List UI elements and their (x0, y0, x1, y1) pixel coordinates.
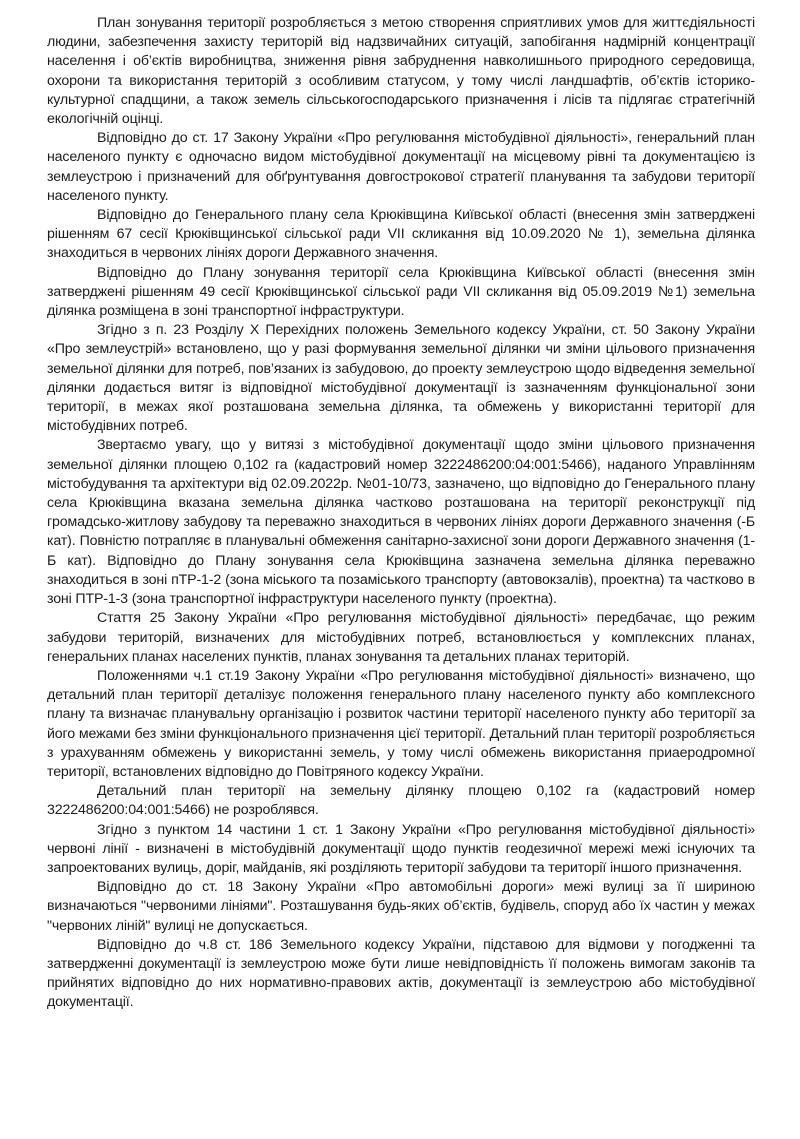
paragraph-land-code-article-186: Відповідно до ч.8 ст. 186 Земельного кодексу України, підставою для відмови у погодженні та затвердженні документації із землеустрою може бути лише невідповідність її положень вимогам законів та прийнятих відповідно до них нормативно-правових актів, документації із землеустрою або містобудівної документації. (47, 936, 755, 1011)
paragraph-general-plan-village: Відповідно до Генерального плану села Крюківщина Київської області (внесення змін затверджені рішенням 67 сесії Крюківщинської сільської ради VII скликання від 10.09.2020 № 1), земельна ділянка знаходиться в червоних лініях дороги Державного значення. (47, 207, 755, 262)
paragraph-red-lines-definition: Згідно з пунктом 14 частини 1 ст. 1 Закону України «Про регулювання містобудівної діяльності» червоні лінії - визначені в містобудівній документації щодо пунктів геодезичної мережі межі існуючих та запроектованих вулиць, доріг, майданів, які розділяють території забудови та території іншого призначення. (47, 821, 755, 876)
paragraph-detailed-plan-absent: Детальний план території на земельну ділянку площею 0,102 га (кадастровий номер 3222486200:04:001:5466) не розроблявся. (47, 783, 755, 819)
paragraph-land-code-item-23: Згідно з п. 23 Розділу Х Перехідних положень Земельного кодексу України, ст. 50 Закону України «Про землеустрій» встановлено, що у разі формування земельної ділянки чи зміни цільового призначення земельної ділянки для потреб, пов’язаних із забудовою, до проекту землеустрою щодо відведення земельної ділянки додається витяг із відповідної містобудівної документації із зазначенням функціональної зони території, в межах якої розташована земельна ділянка, та обмежень у використанні території для містобудівних потреб. (47, 322, 755, 435)
paragraph-article-19: Положеннями ч.1 ст.19 Закону України «Про регулювання містобудівної діяльності» визначено, що детальний план території деталізує положення генерального плану населеного пункту або комплексного плану та визначає планувальну організацію і розвиток частини території населеного пункту або території за його межами без зміни функціонального призначення цієї території. Детальний план території розробляється з урахуванням обмежень у використанні земель, у тому числі обмежень використання приаеродромної території, встановлених відповідно до Повітряного кодексу України. (47, 667, 755, 780)
paragraph-zoning-plan-village: Відповідно до Плану зонування території села Крюківщина Київської області (внесення змін затверджені рішенням 49 сесії Крюківщинської сільської ради VII скликання від 05.09.2019 №1) земельна ділянка розміщена в зоні транспортної інфраструктури. (47, 264, 755, 320)
paragraph-roads-law-article-18: Відповідно до ст. 18 Закону України «Про автомобільні дороги» межі вулиці за її шириною визначаються "червоними лініями". Розташування будь-яких об’єктів, будівель, споруд або їх частин у межах "червоних ліній" вулиці не допускається. (47, 879, 755, 934)
paragraph-zoning-plan: План зонування території розробляється з метою створення сприятливих умов для життєдіяльності людини, забезпечення захисту територій від надзвичайних ситуацій, запобігання надмірній концентрації населення і об’єктів виробництва, зниження рівня забруднення навколишнього природного середовища, охорони та використання територій з особливим статусом, у тому числі ландшафтів, об’єктів історико-культурної спадщини, а також земель сільськогосподарського призначення і лісів та підлягає стратегічній екологічній оцінці. (47, 15, 755, 128)
paragraph-general-plan-article-17: Відповідно до ст. 17 Закону України «Про регулювання містобудівної діяльності», генеральний план населеного пункту є одночасно видом містобудівної документації на місцевому рівні та документацією із землеустрою і призначений для обґрунтування довгострокової стратегії планування та забудови території населеного пункту. (47, 130, 755, 204)
paragraph-extract-notice: Звертаємо увагу, що у витязі з містобудівної документації щодо зміни цільового призначення земельної ділянки площею 0,102 га (кадастровий номер 3222486200:04:001:5466), наданого Управлінням містобудування та архітектури від 02.09.2022р. №01-10/73, зазначено, що відповідно до Генерального плану села Крюківщина вказана земельна ділянка частково розташована на території реконструкції під громадсько-житлову забудову та переважно знаходиться в червоних лініях дороги Державного значення (-Б кат). Повністю потрапляє в планувальні обмеження санітарно-захисної зони дороги Державного значення (1-Б кат). Відповідно до Плану зонування села Крюківщина зазначена земельна ділянка переважно знаходиться в зоні пТР-1-2 (зона міського та позаміського транспорту (автовокзалів), проектна) та частково в зоні ПТР-1-3 (зона транспортної інфраструктури населеного пункту (проектна). (47, 437, 755, 608)
paragraph-article-25: Стаття 25 Закону України «Про регулювання містобудівної діяльності» передбачає, що режим забудови територій, визначених для містобудівних потреб, встановлюється у комплексних планах, генеральних планах населених пунктів, планах зонування та детальних планах територій. (47, 610, 755, 665)
